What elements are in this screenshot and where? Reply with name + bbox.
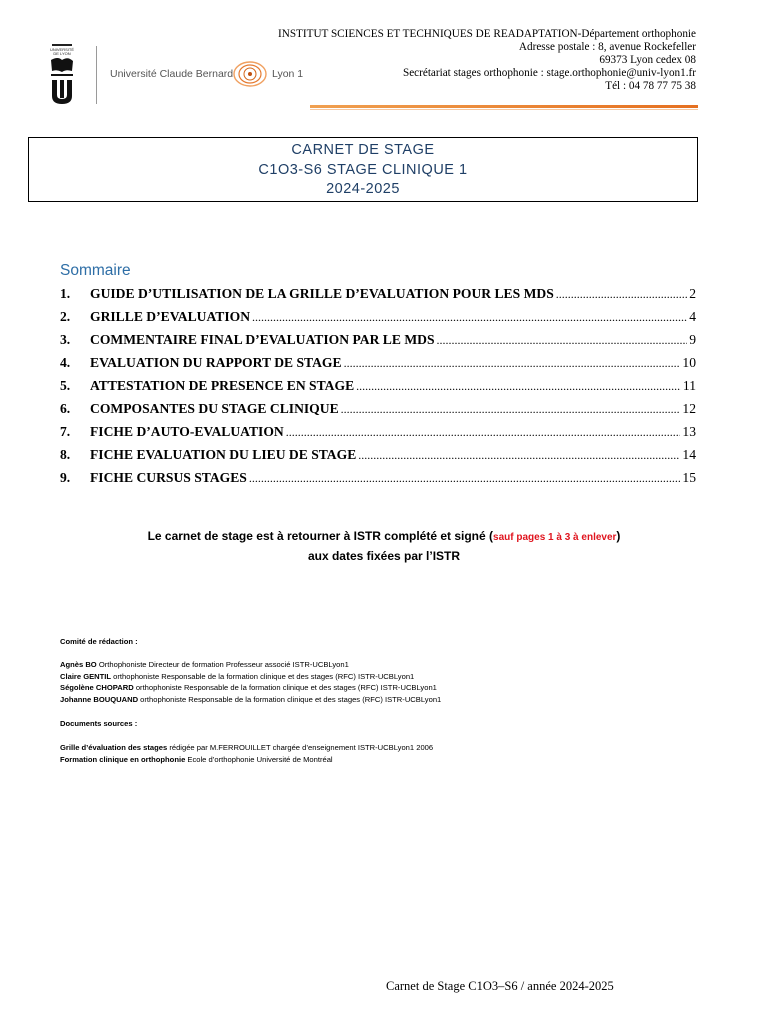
logo-separator [96,46,97,104]
header-accent-line-light [310,109,698,110]
toc-leader-dots [252,310,687,325]
source-item [60,742,433,754]
toc-heading: Sommaire [60,262,131,279]
toc-item-title: COMPOSANTES DU STAGE CLINIQUE [90,401,339,416]
toc-item-number: 6. [60,401,71,416]
sources-list [60,742,433,765]
toc-leader-dots [341,402,681,417]
committee-list [60,659,441,705]
postal-address: Adresse postale : 8, avenue Rockefeller [518,41,696,53]
notice-line-2: aux dates fixées par l’ISTR [307,549,461,563]
toc-leader-dots [286,425,681,440]
toc-item-title: GRILLE D’EVALUATION [90,309,251,324]
member-name: Claire GENTIL [60,671,112,681]
member-role: orthophoniste Responsable de la formation clinique et des stages (RFC) ISTR-UCBLyon1 [133,683,437,692]
committee-member [60,671,441,683]
toc-item-number: 4. [60,355,71,370]
toc-item-number: 5. [60,378,71,393]
institute-address [278,28,696,93]
toc-item[interactable] [60,447,696,470]
toc-leader-dots [356,379,681,394]
university-name-text: Université Claude Bernard [110,68,234,80]
toc-item-number: 7. [60,424,71,439]
toc-item-page: 4 [689,309,696,324]
source-detail: rédigée par M.FERROUILLET chargée d’enseignement ISTR-UCBLyon1 2006 [167,743,434,752]
notice-text-end: ) [616,529,621,543]
swirl-logo-icon [232,60,268,88]
toc-item-number: 8. [60,447,71,462]
toc-item-number: 9. [60,470,71,485]
svg-text:DE LYON: DE LYON [53,51,71,56]
university-city-text: Lyon 1 [272,68,304,80]
title-box [28,137,698,202]
notice-text-start: Le carnet de stage est à retourner à ISTR complété et signé ( [147,529,494,543]
lion-shield-icon [48,44,76,106]
svg-text:UNIVERSITÉ: UNIVERSITÉ [49,47,75,52]
member-name: Johanne BOUQUAND [60,694,139,704]
page-footer: Carnet de Stage C1O3–S6 / année 2024-2025 [386,979,614,993]
toc-item[interactable] [60,378,696,401]
toc-item-page: 15 [682,470,696,485]
document-title: CARNET DE STAGE [291,142,435,158]
member-role: orthophoniste Responsable de la formation clinique et des stages (RFC) ISTR-UCBLyon1 [111,671,415,681]
university-logo [46,44,316,106]
toc-item-page: 9 [689,332,696,347]
toc-item-title: ATTESTATION DE PRESENCE EN STAGE [90,378,355,393]
toc-item-page: 12 [682,401,696,416]
committee-member [60,694,441,706]
toc-item-title: EVALUATION DU RAPPORT DE STAGE [90,355,342,370]
toc-item[interactable] [60,286,696,309]
toc-item[interactable] [60,470,696,493]
toc-leader-dots [344,356,681,371]
header-accent-line [310,105,698,108]
toc-item-number: 3. [60,332,71,347]
phone-number: Tél : 04 78 77 75 38 [605,80,696,92]
notice-red-text: sauf pages 1 à 3 à enlever [493,532,617,543]
toc-leader-dots [556,287,687,302]
toc-item-title: GUIDE D’UTILISATION DE LA GRILLE D’EVALUATION POUR LES MDS [90,286,554,301]
source-item [60,754,433,766]
source-name: Grille d’évaluation des stages [60,743,168,752]
table-of-contents [60,286,696,493]
committee-member [60,682,441,694]
document-subtitle: C1O3-S6 STAGE CLINIQUE 1 [258,161,468,178]
toc-item[interactable] [60,355,696,378]
toc-item[interactable] [60,309,696,332]
toc-item-title: COMMENTAIRE FINAL D’EVALUATION PAR LE MDS [90,332,435,347]
member-name: Ségolène CHOPARD [60,683,134,692]
toc-item-page: 14 [682,447,696,462]
committee-heading: Comité de rédaction : [60,637,138,646]
toc-item-page: 10 [682,355,696,370]
toc-item-title: FICHE D’AUTO-EVALUATION [90,424,284,439]
toc-leader-dots [358,448,680,463]
sources-heading: Documents sources : [60,719,138,728]
toc-item-page: 11 [682,378,696,393]
institute-name: INSTITUT SCIENCES ET TECHNIQUES DE READAPTATION-Département orthophonie [278,28,696,40]
member-role: Orthophoniste Directeur de formation Professeur associé ISTR-UCBLyon1 [96,660,349,669]
toc-item[interactable] [60,424,696,447]
toc-leader-dots [249,471,681,486]
toc-item[interactable] [60,401,696,424]
member-role: orthophoniste Responsable de la formation clinique et des stages (RFC) ISTR-UCBLyon1 [138,694,442,704]
toc-item-number: 1. [60,286,71,301]
source-name: Formation clinique en orthophonie [60,754,186,764]
toc-item-page: 13 [682,424,696,439]
committee-member [60,659,441,671]
toc-item-title: FICHE EVALUATION DU LIEU DE STAGE [90,447,357,462]
toc-item[interactable] [60,332,696,355]
member-name: Agnès BO [60,660,97,669]
source-detail: Ecole d’orthophonie Université de Montréal [185,754,333,764]
toc-item-number: 2. [60,309,71,324]
toc-item-title: FICHE CURSUS STAGES [90,470,247,485]
secretariat-email: Secrétariat stages orthophonie : stage.orthophonie@univ-lyon1.fr [402,67,696,79]
return-notice [0,527,768,566]
toc-leader-dots [437,333,688,348]
toc-item-page: 2 [689,286,696,301]
academic-year: 2024-2025 [326,181,400,197]
university-name [110,68,304,80]
postal-city: 69373 Lyon cedex 08 [599,54,696,66]
